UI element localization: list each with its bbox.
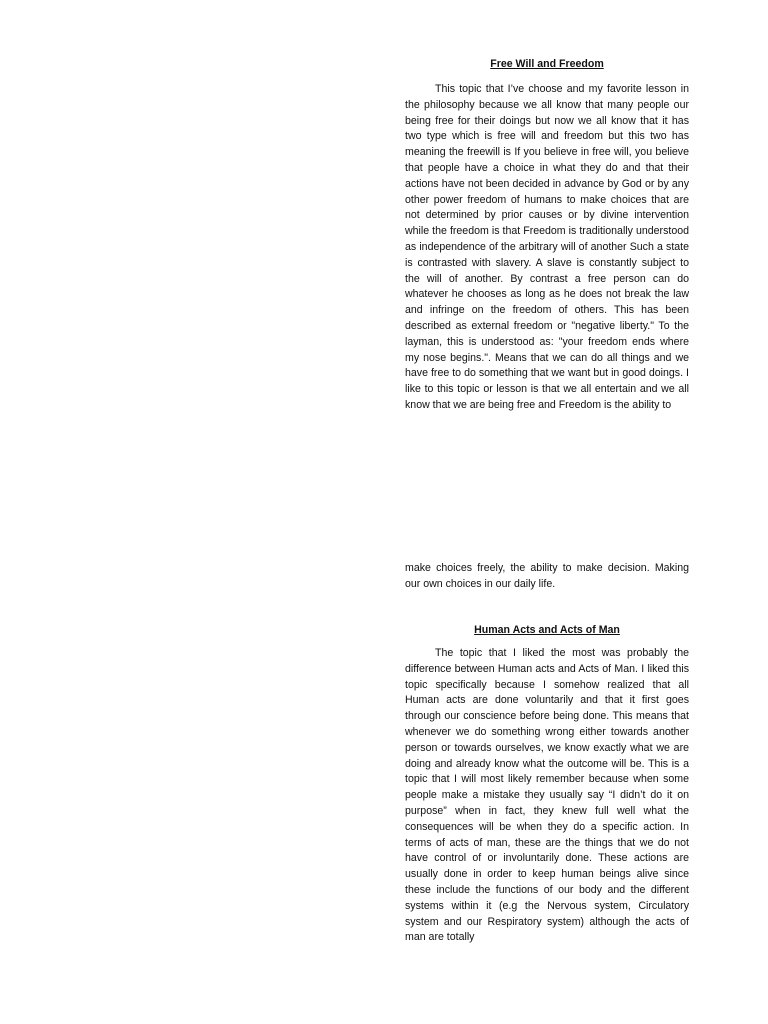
section2-title: Human Acts and Acts of Man bbox=[474, 624, 620, 636]
section1-continuation-block bbox=[405, 561, 689, 593]
section1-body bbox=[405, 82, 689, 414]
section2-body bbox=[405, 646, 689, 946]
section2-paragraph: The topic that I liked the most was probably the difference between Human acts and Acts of Man. I liked this topic specifically because I somehow realized that all Human acts are done voluntarily and that it first goes through our conscience before being done. This means that whenever we do something wrong either towards another person or towards ourselves, we know exactly what we are doing and already know what the outcome will be. This is a topic that I will most likely remember because when some people make a mistake they usually say “I didn’t do it on purpose” when in fact, they knew full well what the consequences will be when they do a specific action. In terms of acts of man, these are the things that we do not have control of or involuntarily done. These actions are usually done in order to keep human beings alive since these include the functions of our body and the different systems within it (e.g the Nervous system, Circulatory system and our Respiratory system) although the acts of man are totally bbox=[405, 647, 689, 944]
section1-paragraph: This topic that I’ve choose and my favorite lesson in the philosophy because we all know that many people our being free for their doings but now we all know that it has two type which is free will and freedom but this two has meaning the freewill is If you believe in free will, you believe that people have a choice in what they do and that their actions have not been decided in advance by God or by any other power freedom of humans to make choices that are not determined by prior causes or by divine intervention while the freedom is that Freedom is traditionally understood as independence of the arbitrary will of another Such a state is contrasted with slavery. A slave is constantly subject to the will of another. By contrast a free person can do whatever he chooses as long as he does not break the law and infringe on the freedom of others. This has been described as external freedom or "negative liberty." To the layman, this is understood as: "your freedom ends where my nose begins.". Means that we can do all things and we have free to do something that we want but in good doings. I like to this topic or lesson is that we all entertain and we all know that we are being free and Freedom is the ability to bbox=[405, 83, 689, 411]
section1-title: Free Will and Freedom bbox=[490, 58, 604, 70]
section1-continuation: make choices freely, the ability to make decision. Making our own choices in our daily life. bbox=[405, 562, 689, 590]
